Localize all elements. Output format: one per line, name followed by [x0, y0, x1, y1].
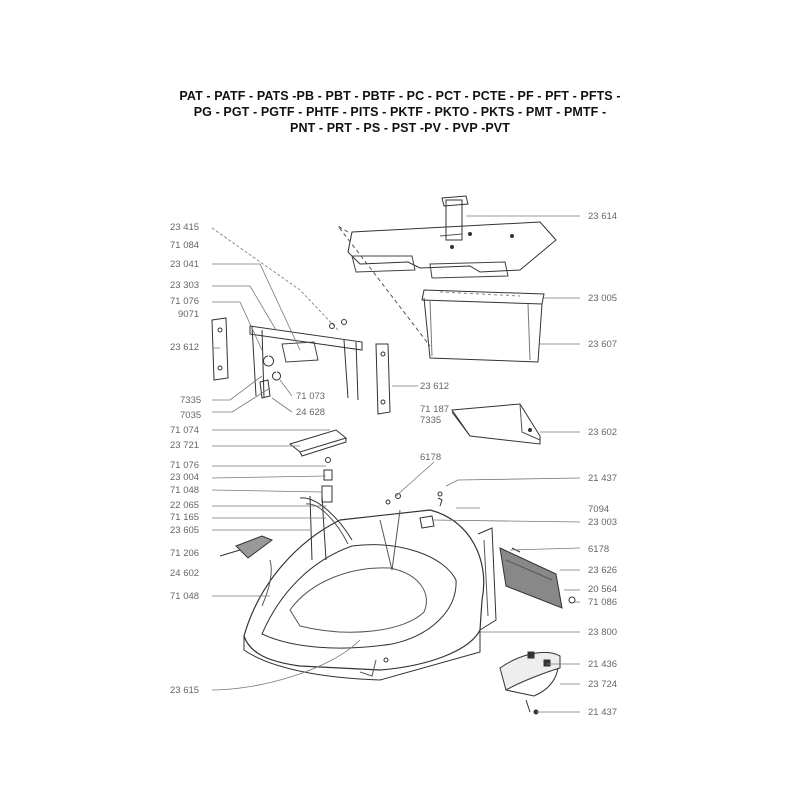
part-number-label: 23 626	[588, 565, 618, 576]
rear-guard	[500, 548, 575, 608]
part-number-label: 21 437	[588, 707, 618, 718]
part-number-label: 6178	[588, 544, 610, 555]
part-number-label: 7035	[180, 410, 202, 421]
leader-lines	[212, 216, 580, 712]
part-number-label: 7094	[588, 504, 610, 515]
part-number-label: 23 800	[588, 627, 618, 638]
part-number-label: 23 721	[170, 440, 200, 451]
part-number-label: 23 602	[588, 427, 618, 438]
part-number-label: 71 076	[170, 296, 200, 307]
part-number-label: 7335	[180, 395, 202, 406]
part-number-label: 71 187	[420, 404, 450, 415]
part-number-label: 23 615	[170, 685, 200, 696]
part-number-label: 23 415	[170, 222, 200, 233]
part-number-label: 71 206	[170, 548, 200, 559]
part-number-label: 24 602	[170, 568, 200, 579]
part-number-label: 21 437	[588, 473, 618, 484]
part-number-label: 23 724	[588, 679, 618, 690]
part-number-label: 71 073	[296, 391, 326, 402]
model-list-line-2: PG - PGT - PGTF - PHTF - PITS - PKTF - PKTO - PKTS - PMT - PMTF -	[193, 105, 607, 119]
part-number-label: 21 436	[588, 659, 618, 670]
model-list-line-1: PAT - PATF - PATS -PB - PBT - PBTF - PC - PCT - PCTE - PF - PFT - PFTS -	[179, 89, 621, 103]
part-number-label: 71 086	[588, 597, 618, 608]
part-number-label: 23 303	[170, 280, 200, 291]
part-number-label: 9071	[178, 309, 200, 320]
rear-flap	[422, 290, 544, 362]
part-number-label: 23 607	[588, 339, 618, 350]
part-number-label: 23 005	[588, 293, 618, 304]
model-list-line-3: PNT - PRT - PS - PST -PV - PVP -PVT	[290, 121, 510, 135]
part-number-label: 23 614	[588, 211, 618, 222]
part-number-label: 71 048	[170, 591, 200, 602]
part-number-label: 71 165	[170, 512, 200, 523]
part-number-label: 23 004	[170, 472, 200, 483]
small-parts	[220, 492, 520, 558]
part-number-label: 23 003	[588, 517, 618, 528]
part-number-label: 6178	[420, 452, 442, 463]
mower-deck-housing	[244, 496, 496, 680]
part-number-label: 23 605	[170, 525, 200, 536]
part-number-label: 71 074	[170, 425, 200, 436]
part-number-label: 71 076	[170, 460, 200, 471]
part-number-label: 23 041	[170, 259, 200, 270]
part-number-label: 24 628	[296, 407, 326, 418]
part-number-label: 23 612	[170, 342, 200, 353]
part-number-label: 7335	[420, 415, 442, 426]
part-number-label: 22 065	[170, 500, 200, 511]
side-deflector	[452, 404, 540, 444]
part-number-label: 23 612	[420, 381, 450, 392]
part-number-label: 71 084	[170, 240, 200, 251]
wheel-cover	[500, 652, 560, 714]
part-number-label: 71 048	[170, 485, 200, 496]
part-number-label: 20 564	[588, 584, 618, 595]
top-cover-plate	[338, 196, 556, 346]
